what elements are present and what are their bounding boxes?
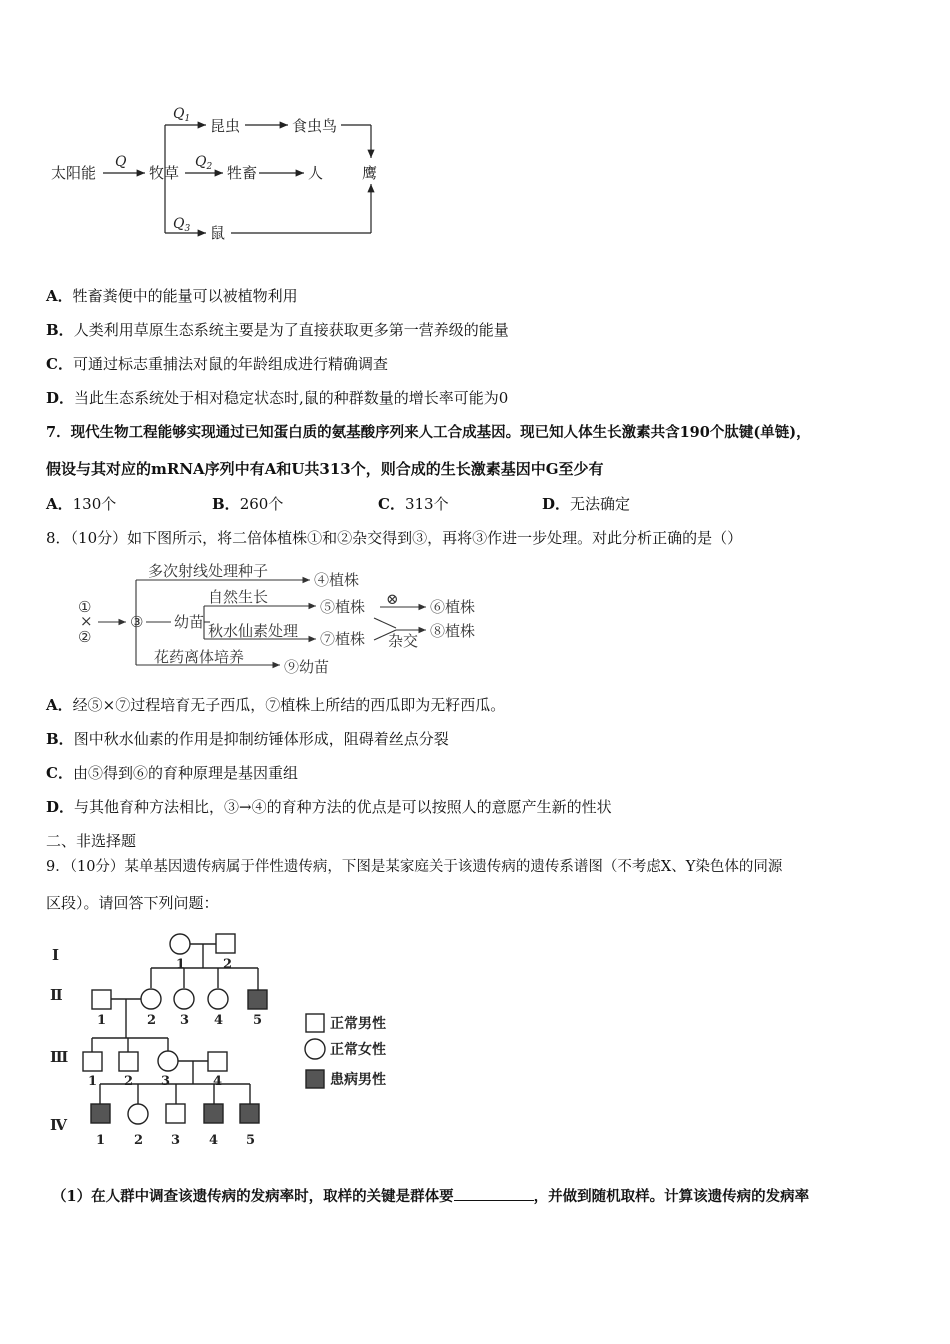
id-II-2: 2 <box>147 1013 157 1028</box>
breeding-diagram <box>74 560 494 680</box>
q7-option-a[interactable]: A．130个 <box>46 495 117 513</box>
q9-sub1-blank[interactable] <box>454 1186 534 1201</box>
id-III-2: 2 <box>124 1074 134 1089</box>
legend-normal-female: 正常女性 <box>330 1042 386 1058</box>
id-II-4: 4 <box>214 1013 224 1028</box>
q6-option-b[interactable]: B．人类利用草原生态系统主要是为了直接获取更多第一营养级的能量 <box>46 321 509 339</box>
plant-5: ⑤植株 <box>320 598 366 616</box>
q8-option-b[interactable]: B．图中秋水仙素的作用是抑制纺锤体形成，阻碍着丝点分裂 <box>46 730 449 748</box>
q9-stem-line2: 区段）。请回答下列问题： <box>46 894 219 912</box>
person-IV-4-affected <box>204 1104 223 1123</box>
livestock-label: 牲畜 <box>227 164 258 182</box>
legend-affected-male-icon <box>306 1070 324 1088</box>
person-II-5-affected <box>248 990 267 1009</box>
q6-option-c[interactable]: C．可通过标志重捕法对鼠的年龄组成进行精确调查 <box>46 355 388 373</box>
q9-stem-line1: 9．（10分）某单基因遗传病属于伴性遗传病，下图是某家庭关于该遗传病的遗传系谱图（不考虑X、Y染色体的同源 <box>46 859 783 875</box>
q2-sub: 2 <box>206 162 213 172</box>
q7-stem-line2: 假设与其对应的mRNA序列中有A和U共313个，则合成的生长激素基因中G至少有 <box>46 460 604 478</box>
q-label: Q <box>115 154 127 170</box>
q7-stem-line1: 7．现代生物工程能够实现通过已知蛋白质的氨基酸序列来人工合成基因。现已知人体生长激素共含190个肽键(单链)， <box>46 424 811 441</box>
rat-label: 鼠 <box>210 224 226 242</box>
q9-sub1-pre: （1）在人群中调查该遗传病的发病率时，取样的关键是群体要 <box>52 1188 454 1205</box>
id-I-1: 1 <box>176 957 186 972</box>
id-I-2: 2 <box>223 957 233 972</box>
q9-sub1-post: ，并做到随机取样。计算该遗传病的发病率 <box>533 1188 810 1205</box>
plant-4: ④植株 <box>314 571 360 589</box>
svg-text:Q1 <box>173 106 190 124</box>
person-IV-5-affected <box>240 1104 259 1123</box>
q7-option-c[interactable]: C．313个 <box>378 495 449 513</box>
q3-label: Q <box>173 216 185 232</box>
id-II-3: 3 <box>180 1013 190 1028</box>
q8-option-a[interactable]: A．经⑤×⑦过程培育无子西瓜，⑦植株上所结的西瓜即为无籽西瓜。 <box>46 696 506 714</box>
person-III-3 <box>158 1051 178 1071</box>
bird-label: 食虫鸟 <box>292 117 338 135</box>
person-III-1 <box>83 1052 102 1071</box>
selfing-symbol: ⊗ <box>386 590 399 608</box>
legend-normal-male: 正常男性 <box>330 1016 386 1032</box>
hybrid-3: ③ <box>130 613 144 631</box>
id-IV-2: 2 <box>134 1133 144 1148</box>
person-I-2 <box>216 934 235 953</box>
q8-option-c[interactable]: C．由⑤得到⑥的育种原理是基因重组 <box>46 764 298 782</box>
gen-4-label: Ⅳ <box>50 1116 68 1134</box>
q1-sub: 1 <box>184 114 191 124</box>
gen-2-label: Ⅱ <box>50 986 63 1004</box>
gen-1-label: Ⅰ <box>52 946 60 964</box>
q7-option-b[interactable]: B．260个 <box>212 495 284 513</box>
q6-option-a[interactable]: A．牲畜粪便中的能量可以被植物利用 <box>46 287 298 305</box>
id-IV-4: 4 <box>209 1133 219 1148</box>
parent-1: ① <box>78 598 92 616</box>
q8-option-d[interactable]: D．与其他育种方法相比，③→④的育种方法的优点是可以按照人的意愿产生新的性状 <box>46 798 612 816</box>
person-IV-2 <box>128 1104 148 1124</box>
person-IV-3 <box>166 1104 185 1123</box>
q3-sub: 3 <box>184 224 191 234</box>
human-label: 人 <box>308 164 324 182</box>
person-II-2 <box>141 989 161 1009</box>
svg-text:Q2 <box>195 154 212 172</box>
hawk-label: 鹰 <box>362 164 378 182</box>
seedling-9: ⑨幼苗 <box>284 658 330 676</box>
q6-option-d[interactable]: D．当此生态系统处于相对稳定状态时,鼠的种群数量的增长率可能为0 <box>46 389 509 407</box>
q9-sub1 <box>52 1186 809 1207</box>
legend-affected-male: 患病男性 <box>330 1072 386 1088</box>
svg-text:Q3 <box>173 216 190 234</box>
section-heading: 二、非选择题 <box>46 832 137 850</box>
id-II-1: 1 <box>97 1013 107 1028</box>
id-III-4: 4 <box>213 1074 223 1089</box>
legend-normal-female-icon <box>305 1039 325 1059</box>
sun-label: 太阳能 <box>51 164 97 182</box>
person-I-1 <box>170 934 190 954</box>
id-II-5: 5 <box>253 1013 263 1028</box>
q8-stem: 8．（10分）如下图所示，将二倍体植株①和②杂交得到③，再将③作进一步处理。对此分析正确的是（） <box>46 529 743 547</box>
colchicine-label: 秋水仙素处理 <box>208 622 299 640</box>
id-IV-3: 3 <box>171 1133 181 1148</box>
grass-label: 牧草 <box>149 164 180 182</box>
cross-sign: × <box>80 612 93 630</box>
pedigree-chart <box>48 928 408 1156</box>
person-II-4 <box>208 989 228 1009</box>
person-IV-1-affected <box>91 1104 110 1123</box>
plant-7: ⑦植株 <box>320 630 366 648</box>
anther-culture-label: 花药离体培养 <box>154 648 245 666</box>
insect-label: 昆虫 <box>210 117 241 135</box>
id-IV-5: 5 <box>246 1133 256 1148</box>
q7-option-d[interactable]: D．无法确定 <box>542 495 631 513</box>
person-III-2 <box>119 1052 138 1071</box>
person-III-4 <box>208 1052 227 1071</box>
radiation-label: 多次射线处理种子 <box>148 562 269 580</box>
id-IV-1: 1 <box>96 1133 106 1148</box>
id-III-3: 3 <box>161 1074 171 1089</box>
person-II-3 <box>174 989 194 1009</box>
person-II-1 <box>92 990 111 1009</box>
seedling-label: 幼苗 <box>174 613 205 631</box>
plant-8: ⑧植株 <box>430 622 476 640</box>
plant-6: ⑥植株 <box>430 598 476 616</box>
id-III-1: 1 <box>88 1074 98 1089</box>
legend-normal-male-icon <box>306 1014 324 1032</box>
parent-2: ② <box>78 628 92 646</box>
q2-label: Q <box>195 154 207 170</box>
gen-3-label: Ⅲ <box>50 1048 69 1066</box>
food-web-diagram <box>45 98 390 248</box>
natural-growth-label: 自然生长 <box>208 588 269 606</box>
hybrid-label: 杂交 <box>388 632 419 650</box>
q1-label: Q <box>173 106 185 122</box>
